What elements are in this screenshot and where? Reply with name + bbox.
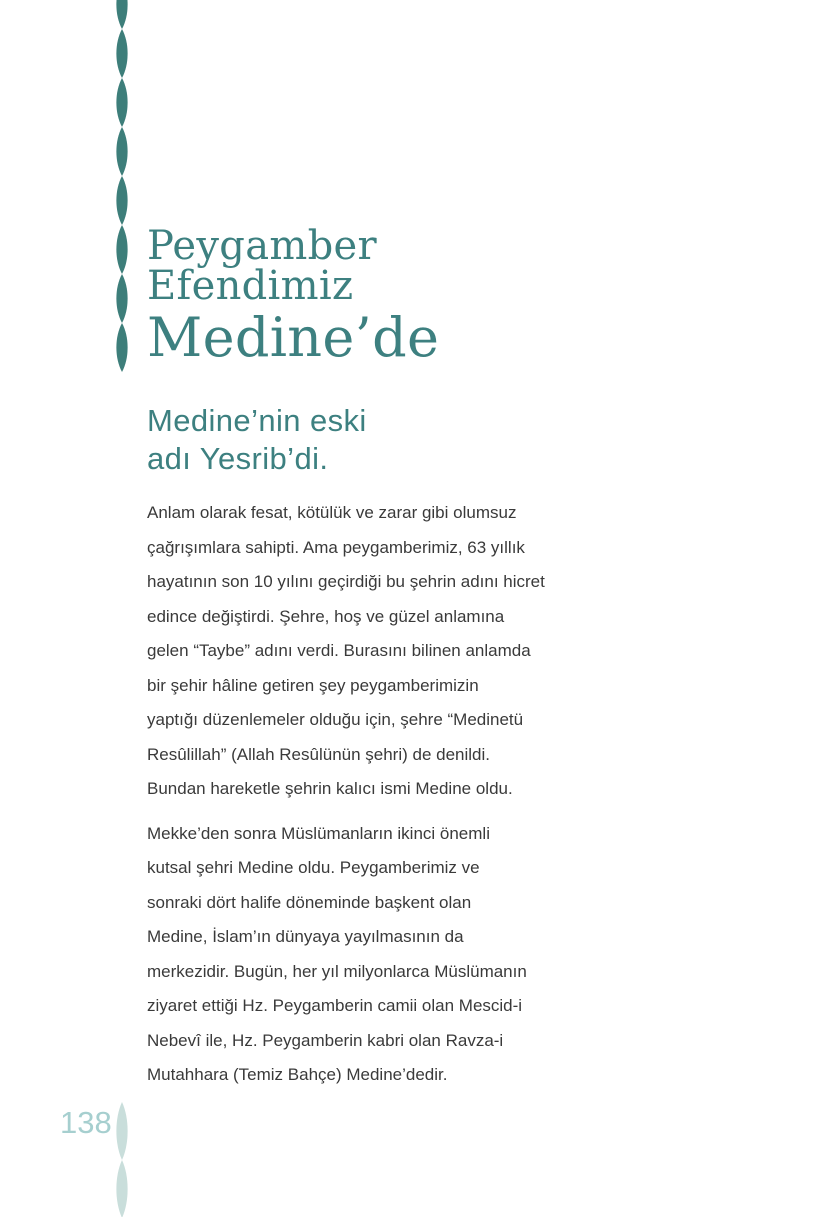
ornament-segment: [116, 323, 127, 372]
paragraph-line: Resûlillah” (Allah Resûlünün şehri) de denildi.: [147, 744, 491, 764]
ornament-segment: [116, 0, 127, 29]
ornament-segment: [116, 1160, 127, 1217]
paragraph-line: Bundan hareketle şehrin kalıcı ismi Medine oldu.: [147, 779, 513, 798]
paragraph-line: gelen “Taybe” adını verdi. Burasını bilinen anlamda: [147, 641, 531, 660]
paragraph-line: Nebevî ile, Hz. Peygamberin kabri olan Ravza-i: [147, 1030, 504, 1050]
subtitle: [147, 402, 367, 478]
page-title: [147, 223, 440, 369]
decorative-ornament-bottom: [114, 1102, 130, 1217]
ornament-segment: [116, 274, 127, 323]
title-line-3: Medine’de: [147, 306, 440, 369]
paragraph-line: Anlam olarak fesat, kötülük ve zarar gibi olumsuz: [147, 503, 517, 522]
subtitle-line-1: Medine’nin eski: [147, 403, 367, 438]
decorative-ornament-top: [114, 0, 130, 372]
paragraph-line: yaptığı düzenlemeler olduğu için, şehre “Medinetü: [147, 710, 524, 729]
ornament-segment: [116, 225, 127, 274]
paragraph-line: kutsal şehri Medine oldu. Peygamberimiz ve: [147, 858, 480, 877]
paragraph-line: Medine, İslam’ın dünyaya yayılmasının da: [147, 927, 464, 946]
ornament-segment: [116, 29, 127, 78]
subtitle-line-2: adı Yesrib’di.: [147, 441, 329, 476]
paragraph-line: sonraki dört halife döneminde başkent olan: [147, 892, 472, 912]
body-text: [147, 496, 577, 1093]
paragraph-line: Mekke’den sonra Müslümanların ikinci önemli: [147, 823, 490, 843]
paragraph-line: çağrışımlara sahipti. Ama peygamberimiz, 63 yıllık: [147, 537, 525, 557]
paragraph-line: bir şehir hâline getiren şey peygamberimizin: [147, 675, 479, 695]
paragraph-line: hayatının son 10 yılını geçirdiği bu şehrin adını hicret: [147, 572, 545, 591]
paragraph-line: edince değiştirdi. Şehre, hoş ve güzel anlamına: [147, 606, 505, 626]
paragraph-1: [147, 496, 577, 807]
ornament-segment: [116, 78, 127, 127]
ornament-segment: [116, 176, 127, 225]
title-line-1: Peygamber: [147, 223, 377, 269]
ornament-segment: [116, 1102, 127, 1160]
page-number: 138: [60, 1105, 112, 1140]
title-line-2: Efendimiz: [147, 263, 354, 309]
ornament-segment: [116, 127, 127, 176]
paragraph-2: [147, 817, 577, 1093]
paragraph-line: Mutahhara (Temiz Bahçe) Medine’dedir.: [147, 1065, 448, 1084]
paragraph-line: merkezidir. Bugün, her yıl milyonlarca Müslümanın: [147, 961, 527, 981]
paragraph-line: ziyaret ettiği Hz. Peygamberin camii olan Mescid-i: [147, 996, 523, 1015]
